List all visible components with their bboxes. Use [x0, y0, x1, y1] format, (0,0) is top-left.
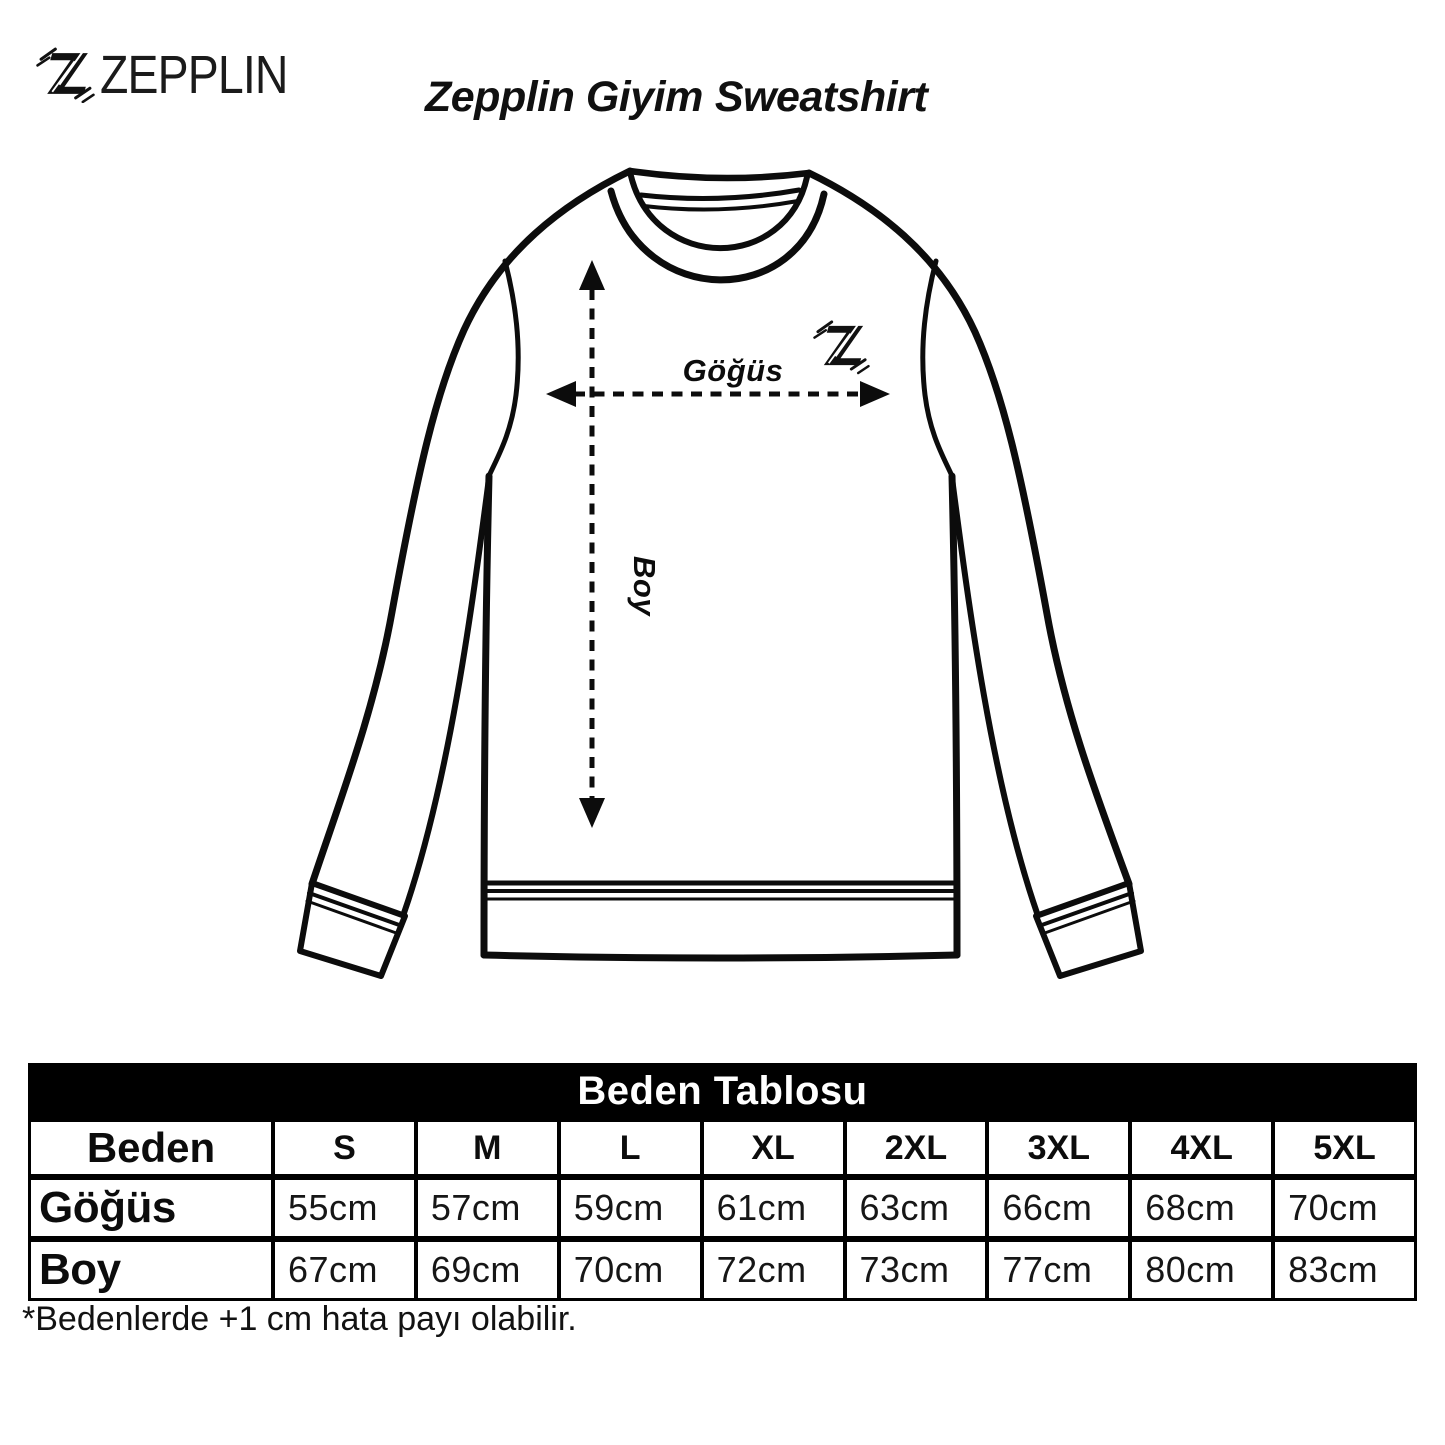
length-value: 67cm	[275, 1242, 414, 1298]
chest-value: 66cm	[989, 1180, 1128, 1236]
length-value: 83cm	[1275, 1242, 1414, 1298]
chest-value: 70cm	[1275, 1180, 1414, 1236]
size-column-header: S	[275, 1122, 414, 1174]
collar	[611, 171, 824, 280]
chest-value: 63cm	[847, 1180, 986, 1236]
size-column-header: 4XL	[1132, 1122, 1271, 1174]
chest-value: 59cm	[561, 1180, 700, 1236]
sweatshirt-diagram	[260, 150, 1190, 1030]
chest-value: 68cm	[1132, 1180, 1271, 1236]
chest-row-label: Göğüs	[31, 1180, 271, 1236]
size-column-header: XL	[704, 1122, 843, 1174]
body-outline	[484, 476, 957, 958]
title-prefix: Zepplin Giyim	[425, 73, 703, 121]
size-table-corner-header: Beden	[31, 1122, 271, 1174]
length-value: 80cm	[1132, 1242, 1271, 1298]
title-product: Sweatshirt	[714, 73, 928, 121]
size-column-header: 3XL	[989, 1122, 1128, 1174]
chest-value: 61cm	[704, 1180, 843, 1236]
size-table	[28, 1063, 1417, 1301]
length-value: 69cm	[418, 1242, 557, 1298]
brand-logo	[36, 42, 318, 104]
size-column-header: M	[418, 1122, 557, 1174]
cuffs	[300, 883, 1141, 976]
length-arrow	[579, 260, 605, 828]
page-title	[425, 74, 927, 121]
size-column-header: 5XL	[1275, 1122, 1414, 1174]
size-column-header: 2XL	[847, 1122, 986, 1174]
length-row-label: Boy	[31, 1242, 271, 1298]
chest-value: 55cm	[275, 1180, 414, 1236]
length-value: 73cm	[847, 1242, 986, 1298]
length-value: 70cm	[561, 1242, 700, 1298]
length-value: 72cm	[704, 1242, 843, 1298]
length-value: 77cm	[989, 1242, 1128, 1298]
brand-name-text: ZEPPLIN	[100, 45, 288, 105]
length-measure-label: Boy	[627, 555, 662, 617]
size-table-title: Beden Tablosu	[31, 1066, 1414, 1116]
chest-measure-label: Göğüs	[682, 353, 784, 388]
chest-z-logo-icon	[814, 322, 868, 373]
size-column-header: L	[561, 1122, 700, 1174]
brand-z-icon	[36, 42, 96, 104]
chest-value: 57cm	[418, 1180, 557, 1236]
tolerance-footnote: *Bedenlerde +1 cm hata payı olabilir.	[22, 1300, 577, 1338]
